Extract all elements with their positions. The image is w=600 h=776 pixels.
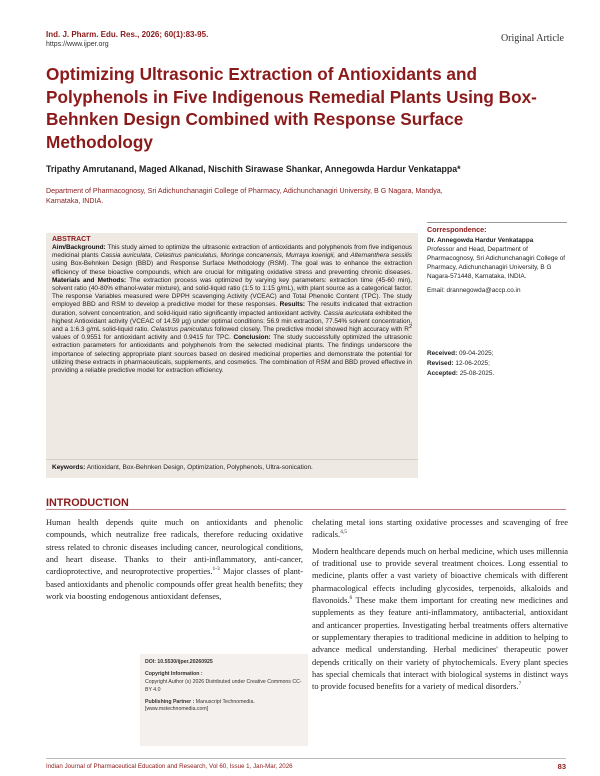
intro-paragraph-1-cont xyxy=(312,517,568,542)
affiliation: Department of Pharmacognosy, Sri Adichunchanagiri College of Pharmacy, Adichunchanagiri University, B G Nagara, Mandya, Karnataka, INDIA. xyxy=(46,187,443,205)
aim-label: Aim/Background: xyxy=(52,244,106,251)
results-text-1: The results indicated that extraction duration, solvent concentration, and solid-liquid ratio significantly impacted antioxidant activity. xyxy=(52,301,412,317)
received-label: Received: xyxy=(427,350,458,357)
author-list: Tripathy Amrutanand, Maged Alkanad, Nischith Sirawase Shankar, Annegowda Hardur Venkatappa* xyxy=(46,164,461,174)
conclusion-text: The study successfully optimized the ultrasonic extraction parameters for antioxidants and polyphenols from the selected medicinal plants. The findings underscore the importance of selecting appropriate plant sources based on desired medicinal properties and demonstrate the potential for utilizing these extracts in pharmaceuticals, supplements, and cosmetics. The combination of RSM and BBD proved effective in providing a reliable predictive model for extraction efficiency. xyxy=(52,334,412,375)
article-dates xyxy=(427,350,567,380)
doi[interactable]: DOI: 10.5530/ijper.20260925 xyxy=(145,659,213,665)
aim-text: This study aimed to optimize the ultrasonic extraction of antioxidants and polyphenols from five indigenous medicinal plants xyxy=(52,244,412,260)
plant-name-alternanthera: Alternanthera sessilis xyxy=(350,252,413,260)
keywords-label: Keywords: xyxy=(52,464,86,471)
citation-4-5: 4,5 xyxy=(340,529,348,536)
aim-text-2: using Box-Behnken Design (BBD) and Response Surface Methodology (RSM). The goal was to enhance the extraction efficiency of these bioactive compounds, which are crucial for mitigating oxidative stress and preventing chronic diseases. xyxy=(52,260,412,276)
results-plant-2: Celastrus paniculatus xyxy=(151,326,213,334)
introduction-divider xyxy=(46,509,566,510)
footer-divider xyxy=(46,758,566,759)
paper-title: Optimizing Ultrasonic Extraction of Antioxidants and Polyphenols in Five Indigenous Remedial Plants Using Box-Behnken Design Combined with Response Surface Methodology xyxy=(46,64,537,152)
publisher-label: Publishing Partner : xyxy=(145,698,195,705)
results-text-2: exhibited the highest Antioxidant activity (VCEAC of 14.59 μg) under optimal conditions: 56.9 min extraction, 77.54% solvent concentration, and a 1:6.3 g/mL solid-liquid ratio. xyxy=(52,309,412,334)
correspondence-divider xyxy=(427,222,567,223)
results-text-4: values of 0.9551 for antioxidant activity and 0.9415 for TPC. xyxy=(52,334,231,342)
results-label: Results: xyxy=(279,301,306,309)
correspondence-heading: Correspondence: xyxy=(427,225,487,234)
intro-paragraph-1 xyxy=(46,517,303,603)
intro-p1-text-2: Major classes of plant-based antioxidants and phenolic compounds offer great health benefits; they work via boosting endogenous antioxidant defenses, xyxy=(46,567,303,602)
intro-p2-text-2: These make them important for creating new medicines and supplements as they feature anti-inflammatory, antibacterial, antioxidant and anticancer properties. Investigating herbal treatments offers alternative or supplementary therapies to traditional medicine in addition to helping to advance medical understanding. Herbal medicines' therapeutic power depends critically on their variety of phytochemicals. Every plant species has special chemicals that interact with biological systems in distinct ways to provide focused benefits for a variety of medical disorders. xyxy=(312,596,568,692)
revised-label: Revised: xyxy=(427,359,454,367)
intro-p1-text: Human health depends quite much on antioxidants and phenolic compounds, which neutralize free radicals, therefore reducing oxidative stress related to chronic diseases including cancer, neurological conditions, and heart disease. Thanks to their anti-inflammatory, anti-cancer, cardioprotective, and neuroprotective properties. xyxy=(46,518,303,577)
abstract-heading: ABSTRACT xyxy=(52,236,91,243)
corresponding-author: Dr. Annegowda Hardur Venkatappa xyxy=(427,237,534,244)
and-word: and xyxy=(337,252,349,260)
article-type: Original Article xyxy=(500,33,564,44)
intro-p1-cont-text: chelating metal ions starting oxidative processes and scavenging of free radicals. xyxy=(312,518,568,540)
intro-paragraph-2 xyxy=(312,546,568,694)
copyright-label: Copyright Information : xyxy=(145,671,203,678)
body-column-left xyxy=(46,517,303,607)
keywords-text: Antioxidant, Box-Behnken Design, Optimization, Polyphenols, Ultra-sonication. xyxy=(86,464,313,471)
accepted-label: Accepted: xyxy=(427,369,458,377)
accepted-date: 25-08-2025. xyxy=(459,369,495,377)
journal-reference: Ind. J. Pharm. Edu. Res., 2026; 60(1):83-95. xyxy=(46,30,209,39)
conclusion-label: Conclusion: xyxy=(233,334,271,342)
results-plant-1: Cassia auriculata xyxy=(323,309,374,317)
correspondence-details xyxy=(427,237,567,295)
journal-url[interactable]: https://www.ijper.org xyxy=(46,41,109,48)
methods-label: Materials and Methods: xyxy=(52,276,127,284)
corresponding-email[interactable]: Email: drannegowda@accp.co.in xyxy=(427,286,521,294)
page-number: 83 xyxy=(557,762,566,771)
corresponding-address: Professor and Head, Department of Pharmacognosy, Sri Adichunchanagiri College of Pharmacy, Adichunchanagiri University, B G Nagara-571448, Karnataka, INDIA. xyxy=(427,245,566,280)
publisher-text: Manuscript Technomedia. [www.mstechnomedia.com] xyxy=(145,698,255,713)
citation-6: 6 xyxy=(349,595,353,602)
keywords xyxy=(46,459,418,478)
introduction-heading: INTRODUCTION xyxy=(46,497,129,509)
revised-date: 12-06-2025; xyxy=(455,359,490,367)
article-info-box xyxy=(140,654,308,746)
plant-names: Cassia auriculata, Celastrus paniculatus, Moringa concanensis, Murraya koenigii, xyxy=(100,252,336,260)
results-text-3: followed closely. The predictive model showed high accuracy with R xyxy=(214,326,409,334)
intro-p2-text: Modern healthcare depends much on herbal medicine, which uses millennia of traditional use to provide several treatment choices. Long essential to medicine, plants offer a vast variety of bioactive chemicals with different pharmacological effects including glycosides, terpenoids, alkaloids and flavonoids. xyxy=(312,546,568,606)
body-column-right xyxy=(312,517,568,698)
received-date: 09-04-2025; xyxy=(458,350,494,357)
citation-1-3: 1-3 xyxy=(212,566,220,573)
copyright-text: Copyright Author (s) 2026 Distributed under Creative Commons CC-BY 4.0 xyxy=(145,679,302,693)
footer-citation: Indian Journal of Pharmaceutical Education and Research, Vol 60, Issue 1, Jan-Mar, 2026 xyxy=(46,763,293,770)
citation-7: 7 xyxy=(518,681,522,688)
abstract-box xyxy=(46,233,418,478)
abstract-text xyxy=(52,244,412,375)
methods-text: The extraction process was optimized by varying key parameters: extraction time (45-60 min), solvent ratio (40-80% ethanol-water mixture), and solid-liquid ratio (1:5 to 1:15 g/mL), with plant source as a categorical factor. The response Variables measured were DPPH scavenging Activity (VCEAC) and Total Phenolic Content (TPC). The study employed BBD and RSM to develop a predictive model for these responses. xyxy=(52,276,412,309)
r-squared-sup: 2 xyxy=(408,323,412,330)
